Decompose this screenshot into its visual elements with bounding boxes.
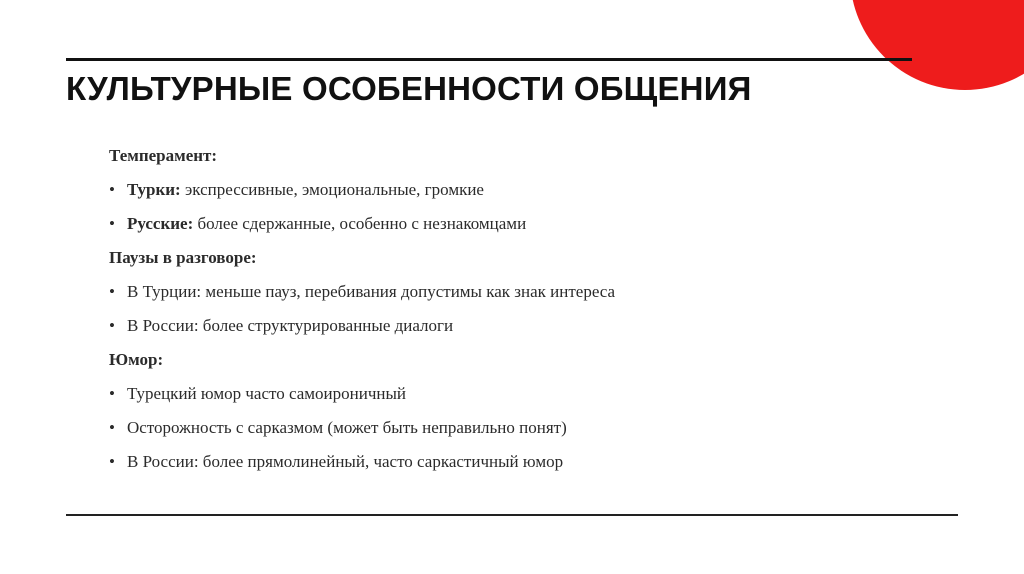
slide-content: [109, 143, 929, 483]
item-text: Осторожность с сарказмом (может быть неправильно понят): [127, 418, 567, 437]
list-item: [109, 449, 929, 483]
list-item: [109, 415, 929, 449]
list-item: [109, 211, 929, 245]
bullet-marker: •: [109, 316, 115, 335]
list-item: [109, 313, 929, 347]
item-text: Турецкий юмор часто самоироничный: [127, 384, 406, 403]
section-heading-temperament: Темперамент:: [109, 146, 218, 165]
item-text: В Турции: меньше пауз, перебивания допустимы как знак интереса: [127, 282, 616, 301]
list-item: [109, 177, 929, 211]
footer-rule: [66, 514, 958, 516]
red-circle-decoration: [850, 0, 1024, 90]
title-top-rule: [66, 58, 912, 61]
item-label: Турки:: [127, 180, 181, 199]
list-item: [109, 279, 929, 313]
item-text: В России: более структурированные диалоги: [127, 316, 454, 335]
section-heading-humor: Юмор:: [109, 350, 164, 369]
item-text: В России: более прямолинейный, часто саркастичный юмор: [127, 452, 564, 471]
list-item: [109, 381, 929, 415]
item-label: Русские:: [127, 214, 194, 233]
slide-title: КУЛЬТУРНЫЕ ОСОБЕННОСТИ ОБЩЕНИЯ: [66, 70, 752, 107]
bullet-marker: •: [109, 180, 115, 199]
section-heading-pauses: Паузы в разговоре:: [109, 248, 257, 267]
bullet-marker: •: [109, 282, 115, 301]
bullet-marker: •: [109, 214, 115, 233]
bullet-marker: •: [109, 384, 115, 403]
item-text: более сдержанные, особенно с незнакомцами: [193, 214, 527, 233]
item-text: экспрессивные, эмоциональные, громкие: [180, 180, 484, 199]
bullet-marker: •: [109, 452, 115, 471]
bullet-marker: •: [109, 418, 115, 437]
